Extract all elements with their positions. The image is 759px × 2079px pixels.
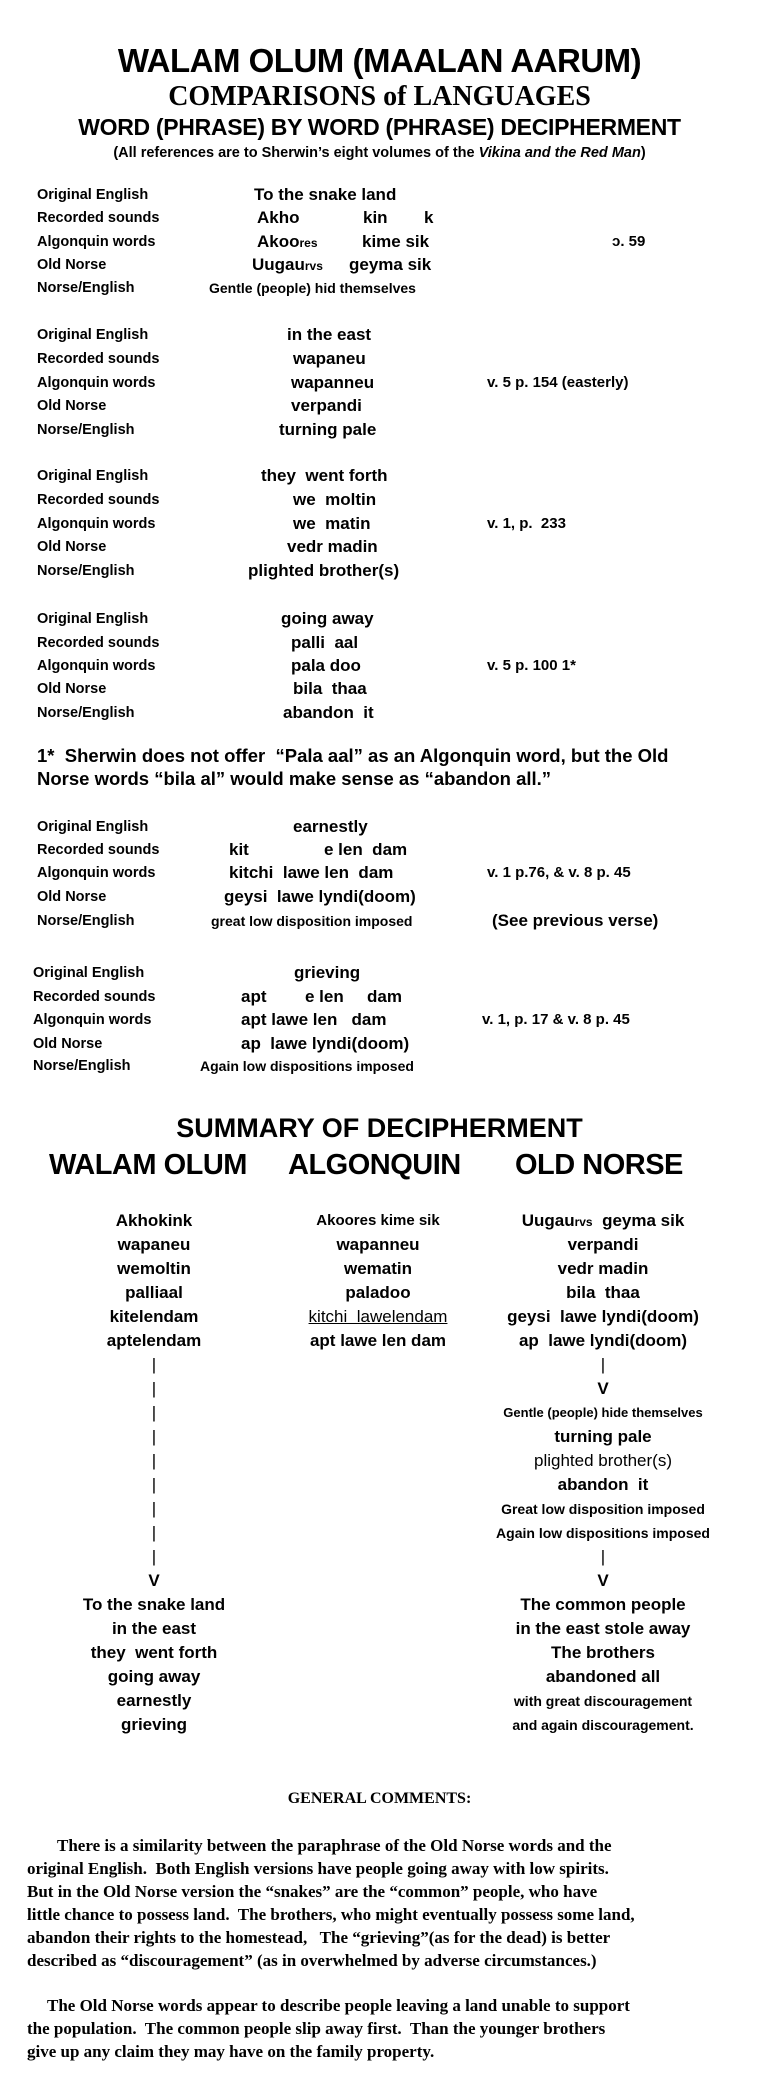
algonquin-word: paladoo (345, 1283, 411, 1302)
volume-reference: v. 5 p. 100 1* (487, 657, 576, 674)
old-norse-word: geyma sik (349, 255, 432, 274)
walam-english: they went forth (90, 1643, 218, 1662)
old-norse-word: verpandi (291, 396, 362, 415)
general-comments-title: GENERAL COMMENTS: (287, 1790, 472, 1807)
algonquin-word: pala doo (291, 656, 361, 675)
norse-result: The common people (520, 1595, 686, 1614)
label-original-english: Original English (33, 965, 145, 981)
norse-word: vedr madin (557, 1259, 649, 1278)
norse-word: geysi lawe lyndi(doom) (507, 1307, 699, 1326)
original-english: earnestly (293, 817, 368, 836)
paragraph-line: give up any claim they may have on the family property. (27, 2042, 435, 2061)
walam-english: going away (107, 1667, 201, 1686)
norse-english: Again low dispositions imposed (200, 1058, 414, 1074)
arrow-down-icon: V (597, 1379, 609, 1398)
old-norse-suffix: rvs (304, 259, 323, 273)
norse-result: in the east stole away (515, 1619, 691, 1638)
arrow-shaft-icon: | (151, 1427, 157, 1446)
walam-word: palliaal (125, 1283, 183, 1302)
norse-english: Gentle (people) hid themselves (209, 280, 416, 296)
algonquin-word: apt lawe len dam (309, 1331, 447, 1350)
footnote-line: Norse words “bila al” would make sense as “abandon all.” (37, 768, 552, 789)
recorded-sound: e len (305, 987, 344, 1006)
norse-word-rest: geyma sik (602, 1211, 685, 1230)
paragraph-line: original English. Both English versions have people going away with low spirits. (27, 1859, 609, 1878)
volume-reference: ɔ. 59 (612, 233, 646, 250)
recorded-sound: we moltin (293, 490, 377, 509)
norse-english: plighted brother(s) (248, 561, 400, 580)
walam-word: wapaneu (117, 1235, 191, 1254)
label-norse-english: Norse/English (37, 280, 135, 296)
recorded-sound: k (424, 208, 434, 227)
walam-word: aptelendam (106, 1331, 202, 1350)
arrow-shaft-icon: | (151, 1379, 157, 1398)
arrow-down-icon: V (148, 1571, 160, 1590)
comment-paragraph-1 (27, 1834, 747, 1972)
paragraph-line: described as “discouragement” (as in overwhelmed by adverse circumstances.) (27, 1951, 597, 1970)
label-old-norse: Old Norse (37, 681, 107, 697)
norse-result: abandoned all (545, 1667, 661, 1686)
label-norse-english: Norse/English (33, 1058, 131, 1074)
algonquin-word: kime sik (362, 232, 430, 251)
recorded-sound: e len dam (324, 840, 408, 859)
summary-title: SUMMARY OF DECIPHERMENT (176, 1113, 583, 1143)
footnote-line: 1* Sherwin does not offer “Pala aal” as an Algonquin word, but the Old (37, 745, 669, 766)
note-prefix: (All references are to Sherwin’s eight volumes of the (113, 145, 479, 161)
original-english: in the east (287, 325, 372, 344)
label-algonquin-words: Algonquin words (37, 375, 156, 391)
label-old-norse: Old Norse (33, 1036, 103, 1052)
verse-block-4 (0, 607, 759, 727)
label-recorded-sounds: Recorded sounds (37, 635, 160, 651)
label-original-english: Original English (37, 611, 149, 627)
norse-english: Again low dispositions imposed (496, 1525, 710, 1541)
algonquin-word: wapanneu (336, 1235, 420, 1254)
algonquin-word: we matin (293, 514, 371, 533)
walam-word: kitelendam (109, 1307, 199, 1326)
algonquin-word: kitchi lawe len dam (229, 863, 394, 882)
label-norse-english: Norse/English (37, 563, 135, 579)
norse-english: great low disposition imposed (211, 913, 413, 929)
label-original-english: Original English (37, 819, 149, 835)
norse-english: turning pale (554, 1427, 652, 1446)
arrow-shaft-icon: | (151, 1475, 157, 1494)
label-recorded-sounds: Recorded sounds (33, 989, 156, 1005)
reference-note (0, 145, 759, 161)
norse-english: turning pale (279, 420, 377, 439)
arrow-down-icon: V (597, 1571, 609, 1590)
walam-word: wemoltin (117, 1259, 191, 1278)
recorded-sound: kin (363, 208, 388, 227)
norse-word: bila thaa (566, 1283, 640, 1302)
label-original-english: Original English (37, 187, 149, 203)
volume-reference: v. 5 p. 154 (easterly) (487, 374, 629, 391)
label-recorded-sounds: Recorded sounds (37, 351, 160, 367)
algonquin-word: apt lawe len dam (241, 1010, 387, 1029)
paragraph-line: The Old Norse words appear to describe people leaving a land unable to support (47, 1996, 630, 2015)
verse-block-3 (0, 464, 759, 584)
volume-reference: v. 1, p. 233 (487, 515, 566, 532)
arrow-shaft-icon: | (151, 1499, 157, 1518)
verse-block-1 (0, 183, 759, 303)
label-original-english: Original English (37, 327, 149, 343)
norse-english: plighted brother(s) (534, 1451, 672, 1470)
label-recorded-sounds: Recorded sounds (37, 492, 160, 508)
verse-block-6 (0, 961, 759, 1081)
column-header-old-norse: OLD NORSE (515, 1149, 683, 1181)
recorded-sound: Akho (257, 208, 300, 227)
norse-word-main: Uugau (521, 1211, 575, 1230)
label-old-norse: Old Norse (37, 398, 107, 414)
norse-english: Gentle (people) hide themselves (503, 1405, 703, 1420)
label-norse-english: Norse/English (37, 705, 135, 721)
see-previous-verse: (See previous verse) (492, 911, 659, 930)
label-algonquin-words: Algonquin words (37, 516, 156, 532)
old-norse-word (252, 253, 323, 278)
label-algonquin-words: Algonquin words (37, 234, 156, 250)
note-book-title: Vikina and the Red Man (478, 145, 641, 161)
algonquin-word: Akoores kime sik (316, 1212, 440, 1229)
label-algonquin-words: Algonquin words (33, 1012, 152, 1028)
walam-english: in the east (111, 1619, 197, 1638)
page-subtitle: COMPARISONS of LANGUAGES (168, 81, 591, 112)
algonquin-word: wematin (343, 1259, 413, 1278)
paragraph-line: But in the Old Norse version the “snakes” are the “common” people, who have (27, 1882, 598, 1901)
norse-word (453, 1209, 753, 1233)
arrow-shaft-icon: | (600, 1355, 606, 1374)
summary-column-old-norse (453, 1209, 753, 1737)
walam-word: Akhokink (115, 1211, 193, 1230)
paragraph-line: abandon their rights to the homestead, The “grieving”(as for the dead) is better (27, 1928, 611, 1947)
arrow-shaft-icon: | (151, 1523, 157, 1542)
walam-english: grieving (120, 1715, 188, 1734)
algonquin-word-underlined: kitchi lawelendam (308, 1307, 448, 1326)
recorded-sound: wapaneu (293, 349, 366, 368)
label-original-english: Original English (37, 468, 149, 484)
volume-reference: v. 1, p. 17 & v. 8 p. 45 (482, 1011, 630, 1028)
norse-english: Great low disposition imposed (501, 1501, 705, 1517)
recorded-sound: apt (241, 987, 267, 1006)
old-norse-word: bila thaa (293, 679, 367, 698)
verse-block-2 (0, 323, 759, 443)
norse-word: ap lawe lyndi(doom) (518, 1331, 688, 1350)
norse-english: abandon it (283, 703, 374, 722)
original-english: grieving (294, 963, 361, 982)
arrow-shaft-icon: | (600, 1547, 606, 1566)
algonquin-word (257, 230, 318, 255)
norse-english: abandon it (557, 1475, 649, 1494)
recorded-sound: palli aal (291, 633, 359, 652)
comment-paragraph-2 (27, 1994, 747, 2063)
column-header-walam-olum: WALAM OLUM (49, 1149, 247, 1181)
algonquin-word: wapanneu (291, 373, 375, 392)
paragraph-line: little chance to possess land. The brothers, who might eventually possess some land, (27, 1905, 635, 1924)
recorded-sound: kit (229, 840, 249, 859)
algonquin-word-main: Akoo (257, 232, 300, 251)
note-suffix: ) (640, 145, 646, 161)
page-title: WALAM OLUM (MAALAN AARUM) (117, 42, 642, 79)
algonquin-word-suffix: res (299, 236, 318, 250)
arrow-shaft-icon: | (151, 1403, 157, 1422)
label-old-norse: Old Norse (37, 257, 107, 273)
label-recorded-sounds: Recorded sounds (37, 210, 160, 226)
old-norse-word: geysi lawe lyndi(doom) (224, 887, 416, 906)
arrow-shaft-icon: | (151, 1547, 157, 1566)
volume-reference: v. 1 p.76, & v. 8 p. 45 (487, 864, 631, 881)
arrow-shaft-icon: | (151, 1355, 157, 1374)
norse-word: verpandi (567, 1235, 639, 1254)
old-norse-word: vedr madin (287, 537, 378, 556)
label-norse-english: Norse/English (37, 422, 135, 438)
norse-result: The brothers (551, 1643, 655, 1662)
label-algonquin-words: Algonquin words (37, 865, 156, 881)
norse-word-suffix: rvs (574, 1215, 593, 1229)
norse-result: and again discouragement. (512, 1717, 694, 1733)
old-norse-main: Uugau (252, 255, 305, 274)
section-heading: WORD (PHRASE) BY WORD (PHRASE) DECIPHERMENT (78, 114, 681, 140)
arrow-shaft-icon: | (151, 1451, 157, 1470)
label-norse-english: Norse/English (37, 913, 135, 929)
paragraph-line: the population. The common people slip away first. Than the younger brothers (27, 2019, 606, 2038)
original-english: they went forth (261, 466, 388, 485)
norse-result: with great discouragement (513, 1693, 693, 1709)
old-norse-word: ap lawe lyndi(doom) (241, 1034, 410, 1053)
recorded-sound: dam (367, 987, 402, 1006)
label-recorded-sounds: Recorded sounds (37, 842, 160, 858)
original-english: To the snake land (254, 185, 397, 204)
verse-block-5 (0, 815, 759, 935)
paragraph-line: There is a similarity between the paraphrase of the Old Norse words and the (57, 1836, 612, 1855)
label-old-norse: Old Norse (37, 889, 107, 905)
column-header-algonquin: ALGONQUIN (288, 1149, 461, 1181)
label-old-norse: Old Norse (37, 539, 107, 555)
walam-english: To the snake land (82, 1595, 226, 1614)
label-algonquin-words: Algonquin words (37, 658, 156, 674)
walam-english: earnestly (116, 1691, 192, 1710)
original-english: going away (281, 609, 374, 628)
